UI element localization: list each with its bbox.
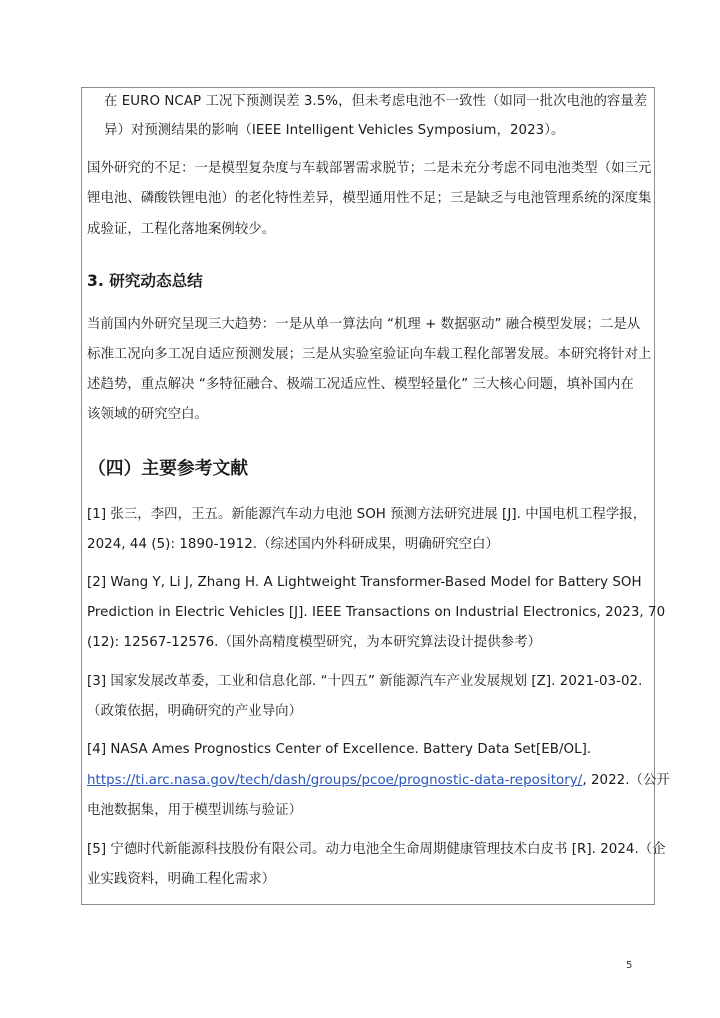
reference-2: [2] Wang Y, Li J, Zhang H. A Lightweight Transformer-Based Model for Battery SOH: [87, 575, 642, 590]
reference-4: 电池数据集，用于模型训练与验证）: [87, 803, 303, 818]
reference-2: (12): 12567-12576.（国外高精度模型研究，为本研究算法设计提供参考）: [87, 635, 542, 650]
summary-line: 当前国内外研究呈现三大趋势：一是从单一算法向 “机理 + 数据驱动” 融合模型发展；二是从: [87, 317, 641, 332]
summary-line: 述趋势，重点解决 “多特征融合、极端工况适应性、模型轻量化” 三大核心问题，填补国内在: [87, 377, 634, 392]
foreign-research-line: 国外研究的不足：一是模型复杂度与车载部署需求脱节；二是未充分考虑不同电池类型（如三元: [87, 161, 652, 176]
foreign-research-line: 锂电池、磷酸铁锂电池）的老化特性差异，模型通用性不足；三是缺乏与电池管理系统的深度集: [87, 191, 652, 206]
summary-line: 该领域的研究空白。: [87, 407, 208, 422]
section4-heading: （四）主要参考文献: [88, 458, 249, 479]
reference-2: Prediction in Electric Vehicles [J]. IEEE Transactions on Industrial Electronics, 2023, 70: [87, 605, 666, 620]
page-number: 5: [626, 960, 633, 971]
reference-4: [4] NASA Ames Prognostics Center of Excellence. Battery Data Set[EB/OL].: [87, 742, 592, 757]
section3-heading: 3. 研究动态总结: [87, 272, 203, 290]
reference-4-tail: , 2022.（公开: [582, 773, 670, 788]
reference-3: [3] 国家发展改革委，工业和信息化部. “十四五” 新能源汽车产业发展规划 [Z]. 2021-03-02.: [87, 674, 643, 689]
continuation-line: 异）对预测结果的影响（IEEE Intelligent Vehicles Symposium，2023）。: [104, 123, 565, 138]
reference-1: 2024, 44 (5): 1890-1912.（综述国内外科研成果，明确研究空白）: [87, 537, 499, 552]
continuation-line: 在 EURO NCAP 工况下预测误差 3.5%，但未考虑电池不一致性（如同一批次电池的容量差: [104, 94, 648, 109]
reference-5: 业实践资料，明确工程化需求）: [87, 872, 276, 887]
reference-5: [5] 宁德时代新能源科技股份有限公司。动力电池全生命周期健康管理技术白皮书 [R]. 2024.（企: [87, 842, 666, 857]
reference-3: （政策依据，明确研究的产业导向）: [87, 704, 303, 719]
nasa-data-link[interactable]: https://ti.arc.nasa.gov/tech/dash/groups/pcoe/prognostic-data-repository/: [87, 773, 583, 788]
reference-1: [1] 张三，李四，王五。新能源汽车动力电池 SOH 预测方法研究进展 [J]. 中国电机工程学报，: [87, 507, 647, 522]
reference-4-line2: [87, 771, 670, 791]
summary-line: 标准工况向多工况自适应预测发展；三是从实验室验证向车载工程化部署发展。本研究将针对上: [87, 347, 652, 362]
foreign-research-line: 成验证，工程化落地案例较少。: [87, 222, 276, 237]
